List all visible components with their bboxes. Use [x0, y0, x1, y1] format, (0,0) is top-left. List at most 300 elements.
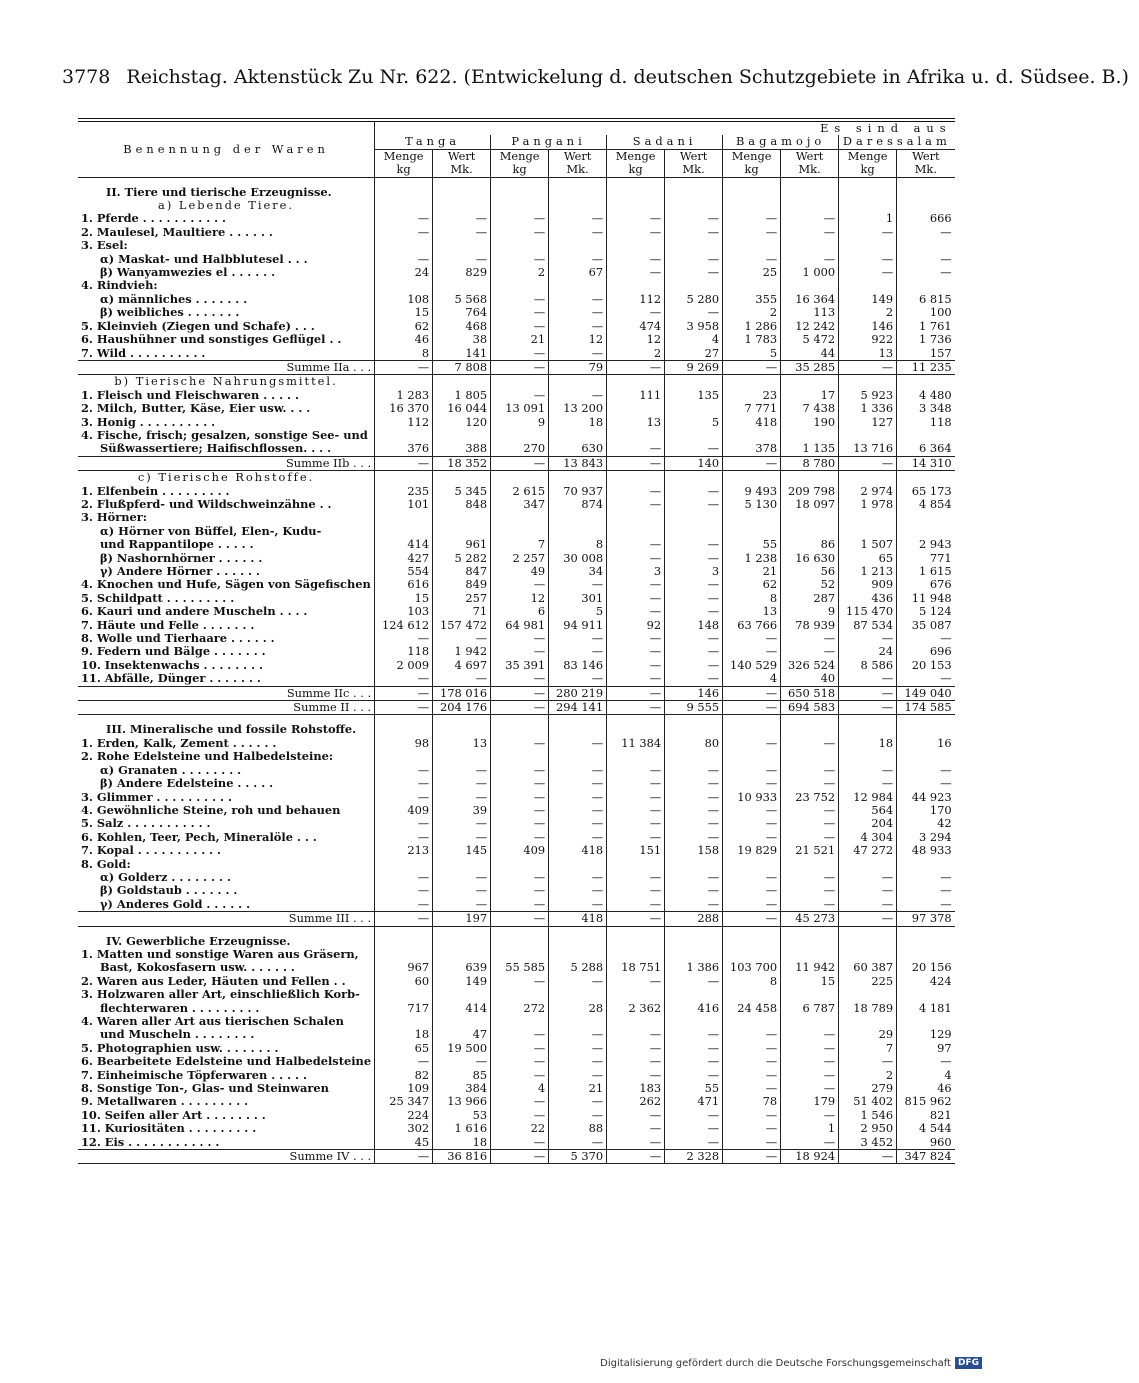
cell: 257 [433, 592, 491, 605]
cell: — [897, 777, 955, 790]
cell [839, 239, 897, 252]
cell: — [665, 498, 723, 511]
cell [433, 948, 491, 961]
cell: — [723, 226, 781, 239]
row-label: 2. Waren aus Leder, Häuten und Fellen . . [81, 973, 346, 988]
cell: — [839, 672, 897, 686]
row-label: 9. Federn und Bälge . . . . . . . [81, 644, 266, 659]
cell: — [665, 817, 723, 830]
cell: 129 [897, 1028, 955, 1041]
table-row [78, 293, 955, 306]
cell: 388 [433, 442, 491, 456]
cell: — [781, 1055, 839, 1068]
row-label: Summe IIb . . . [78, 456, 375, 470]
cell: — [549, 578, 607, 591]
cell: 51 402 [839, 1095, 897, 1108]
cell: 146 [839, 320, 897, 333]
cell: — [549, 389, 607, 402]
cell [491, 177, 549, 199]
cell: — [723, 884, 781, 897]
row-label: 5. Photographien usw. . . . . . . . [81, 1040, 279, 1055]
cell: 97 [897, 1042, 955, 1055]
page-header [62, 66, 1129, 88]
cell: — [839, 360, 897, 374]
table-row [78, 884, 955, 897]
cell: 7 438 [781, 402, 839, 415]
cell: — [491, 817, 549, 830]
cell [897, 471, 955, 485]
cell: 18 [839, 737, 897, 750]
table-row [78, 1055, 955, 1068]
cell: 424 [897, 975, 955, 988]
cell: 103 [375, 605, 433, 618]
cell: — [433, 764, 491, 777]
row-label: 8. Gold: [81, 856, 131, 871]
cell: 17 [781, 389, 839, 402]
cell: — [839, 226, 897, 239]
cell: 12 [549, 333, 607, 346]
table-row [78, 1122, 955, 1135]
cell: — [549, 226, 607, 239]
wert-header: Wert [433, 149, 491, 163]
cell [433, 429, 491, 442]
cell [433, 471, 491, 485]
cell: — [549, 898, 607, 912]
cell: 21 521 [781, 844, 839, 857]
cell [781, 858, 839, 871]
cell: 13 200 [549, 402, 607, 415]
cell: — [549, 831, 607, 844]
cell [549, 511, 607, 524]
cell: 85 [433, 1069, 491, 1082]
cell: 849 [433, 578, 491, 591]
cell: — [897, 764, 955, 777]
table-header [78, 120, 955, 177]
cell: 21 [723, 565, 781, 578]
table-row [78, 645, 955, 658]
cell: 22 [491, 1122, 549, 1135]
cell: 103 700 [723, 961, 781, 974]
cell: 71 [433, 605, 491, 618]
cell [607, 471, 665, 485]
cell: 35 391 [491, 659, 549, 672]
cell: 1 [781, 1122, 839, 1135]
cell [375, 279, 433, 292]
cell: — [607, 645, 665, 658]
subsection-row [78, 199, 955, 212]
cell: 108 [375, 293, 433, 306]
cell: 1 615 [897, 565, 955, 578]
cell: 2 [491, 266, 549, 279]
cell [781, 471, 839, 485]
cell: 157 [897, 347, 955, 361]
cell [839, 750, 897, 763]
cell: 24 [839, 645, 897, 658]
cell: — [375, 212, 433, 225]
row-label: 9. Metallwaren . . . . . . . . . [81, 1094, 249, 1109]
cell: 29 [839, 1028, 897, 1041]
row-label: α) Maskat- und Halbblutesel . . . [100, 251, 308, 266]
cell: 696 [897, 645, 955, 658]
cell: — [607, 701, 665, 715]
cell: 18 789 [839, 1002, 897, 1015]
cell: — [665, 1028, 723, 1041]
cell: — [781, 764, 839, 777]
cell: — [723, 686, 781, 700]
cell [897, 279, 955, 292]
cell: 1 507 [839, 538, 897, 551]
cell: 146 [665, 686, 723, 700]
cell: 49 [491, 565, 549, 578]
cell [781, 279, 839, 292]
cell: 21 [491, 333, 549, 346]
cell: 821 [897, 1109, 955, 1122]
cell: — [665, 791, 723, 804]
cell [491, 199, 549, 212]
cell: 20 153 [897, 659, 955, 672]
row-label: a) Lebende Tiere. [158, 198, 295, 213]
cell: — [723, 804, 781, 817]
cell: 4 [491, 1082, 549, 1095]
cell: 414 [375, 538, 433, 551]
cell [375, 177, 433, 199]
cell: 140 529 [723, 659, 781, 672]
row-label: Summe IIa . . . [78, 360, 375, 374]
cell [491, 239, 549, 252]
cell: — [549, 1109, 607, 1122]
cell: 225 [839, 975, 897, 988]
cell: 12 [607, 333, 665, 346]
cell: 1 286 [723, 320, 781, 333]
cell [375, 199, 433, 212]
cell [665, 199, 723, 212]
cell [723, 988, 781, 1001]
cell: 1 978 [839, 498, 897, 511]
cell [897, 858, 955, 871]
cell: 112 [607, 293, 665, 306]
row-label: Süßwassertiere; Haifischflossen. . . . [100, 441, 332, 456]
cell: — [665, 1055, 723, 1068]
cell: — [607, 226, 665, 239]
cell [781, 511, 839, 524]
cell: 13 966 [433, 1095, 491, 1108]
row-label: 10. Seifen aller Art . . . . . . . . [81, 1107, 266, 1122]
cell: 2 974 [839, 485, 897, 498]
cell: — [781, 817, 839, 830]
cell: 70 937 [549, 485, 607, 498]
super-header: Es sind aus [375, 120, 955, 135]
cell: 97 378 [897, 912, 955, 926]
cell: — [839, 686, 897, 700]
wert-header: Wert [897, 149, 955, 163]
cell: — [839, 898, 897, 912]
cell: — [375, 701, 433, 715]
cell [549, 926, 607, 948]
cell: — [375, 672, 433, 686]
row-label: 4. Gewöhnliche Steine, roh und behauen [81, 802, 341, 817]
cell [839, 988, 897, 1001]
cell: 16 630 [781, 552, 839, 565]
cell [549, 858, 607, 871]
row-label: IV. Gewerbliche Erzeugnisse. [106, 933, 291, 948]
cell: 55 [723, 538, 781, 551]
cell: — [375, 871, 433, 884]
cell: 24 [375, 266, 433, 279]
cell: — [491, 1150, 549, 1164]
cell [607, 429, 665, 442]
table-row [78, 1015, 955, 1028]
cell: 6 787 [781, 1002, 839, 1015]
cell [607, 1015, 665, 1028]
cell: — [491, 804, 549, 817]
cell: 88 [549, 1122, 607, 1135]
table-row [78, 1002, 955, 1015]
cell: 183 [607, 1082, 665, 1095]
cell: — [491, 672, 549, 686]
cell: — [665, 442, 723, 456]
cell: 67 [549, 266, 607, 279]
cell: — [665, 672, 723, 686]
cell: — [607, 306, 665, 319]
cell: 829 [433, 266, 491, 279]
cell: — [491, 226, 549, 239]
cell: — [723, 912, 781, 926]
cell [491, 750, 549, 763]
cell: — [781, 1069, 839, 1082]
cell: — [781, 898, 839, 912]
cell: 639 [433, 961, 491, 974]
cell: — [897, 632, 955, 645]
cell [607, 525, 665, 538]
cell: — [723, 645, 781, 658]
cell: — [665, 538, 723, 551]
cell [607, 926, 665, 948]
cell: 204 [839, 817, 897, 830]
cell [665, 429, 723, 442]
cell: — [491, 320, 549, 333]
cell [607, 948, 665, 961]
cell [491, 429, 549, 442]
table-row [78, 791, 955, 804]
cell: 48 933 [897, 844, 955, 857]
cell [549, 1015, 607, 1028]
cell [781, 750, 839, 763]
cell [897, 1015, 955, 1028]
table-row [78, 1082, 955, 1095]
cell: 11 384 [607, 737, 665, 750]
cell: 224 [375, 1109, 433, 1122]
table-row [78, 320, 955, 333]
cell: 149 [839, 293, 897, 306]
cell: — [491, 975, 549, 988]
cell [549, 525, 607, 538]
cell [897, 715, 955, 737]
cell: — [839, 777, 897, 790]
cell: — [723, 1122, 781, 1135]
wert-unit: Mk. [549, 163, 607, 177]
cell: 16 364 [781, 293, 839, 306]
table-row [78, 552, 955, 565]
cell [491, 988, 549, 1001]
cell [723, 926, 781, 948]
cell [375, 239, 433, 252]
cell: 5 923 [839, 389, 897, 402]
wert-header: Wert [781, 149, 839, 163]
cell: 65 173 [897, 485, 955, 498]
cell [433, 199, 491, 212]
row-label: und Rappantilope . . . . . [100, 537, 254, 552]
cell: 409 [375, 804, 433, 817]
cell [433, 375, 491, 389]
cell: 418 [549, 912, 607, 926]
cell: — [723, 1042, 781, 1055]
table-row [78, 619, 955, 632]
dfg-logo: DFG [955, 1357, 982, 1369]
cell: — [491, 912, 549, 926]
cell: 815 962 [897, 1095, 955, 1108]
table-row [78, 871, 955, 884]
cell: 16 [897, 737, 955, 750]
cell: — [607, 266, 665, 279]
cell: 38 [433, 333, 491, 346]
table-row [78, 632, 955, 645]
row-label: 3. Hörner: [81, 510, 147, 525]
row-label: 11. Abfälle, Dünger . . . . . . . [81, 671, 261, 686]
cell: — [781, 737, 839, 750]
cell: — [839, 701, 897, 715]
table-row [78, 672, 955, 686]
cell: 1 546 [839, 1109, 897, 1122]
cell [607, 858, 665, 871]
cell: 2 362 [607, 1002, 665, 1015]
cell: — [723, 253, 781, 266]
cell [433, 525, 491, 538]
cell: — [375, 1055, 433, 1068]
cell: 30 008 [549, 552, 607, 565]
cell: — [665, 485, 723, 498]
cell [433, 239, 491, 252]
cell [781, 429, 839, 442]
cell: — [375, 456, 433, 470]
cell: — [781, 1136, 839, 1150]
cell [665, 988, 723, 1001]
menge-unit: kg [375, 163, 433, 177]
cell: 3 [607, 565, 665, 578]
cell: — [375, 226, 433, 239]
cell: 9 269 [665, 360, 723, 374]
cell [665, 375, 723, 389]
cell: 8 586 [839, 659, 897, 672]
cell: 961 [433, 538, 491, 551]
cell: — [665, 552, 723, 565]
cell [607, 375, 665, 389]
cell: 2 950 [839, 1122, 897, 1135]
port-header: Bagamojo [723, 135, 839, 149]
cell: 376 [375, 442, 433, 456]
cell [607, 199, 665, 212]
cell: — [549, 672, 607, 686]
cell: 170 [897, 804, 955, 817]
sum-row [78, 701, 955, 715]
cell: 272 [491, 1002, 549, 1015]
cell [723, 948, 781, 961]
row-label: 6. Kohlen, Teer, Pech, Mineralöle . . . [81, 829, 317, 844]
table-row [78, 266, 955, 279]
sum-row [78, 912, 955, 926]
table-row [78, 1109, 955, 1122]
cell: — [607, 605, 665, 618]
cell: — [607, 871, 665, 884]
cell: 262 [607, 1095, 665, 1108]
cell [897, 926, 955, 948]
cell: — [491, 737, 549, 750]
cell: 4 480 [897, 389, 955, 402]
cell [607, 511, 665, 524]
cell [665, 511, 723, 524]
row-label: γ) Anderes Gold . . . . . . [100, 896, 251, 911]
cell: 5 370 [549, 1150, 607, 1164]
cell: 2 009 [375, 659, 433, 672]
cell: — [607, 884, 665, 897]
row-label: b) Tierische Nahrungsmittel. [114, 374, 338, 389]
row-label: 1. Erden, Kalk, Zement . . . . . . [81, 735, 277, 750]
cell: — [607, 498, 665, 511]
cell: — [665, 632, 723, 645]
cell: 118 [897, 416, 955, 429]
cell: 115 470 [839, 605, 897, 618]
cell: 347 824 [897, 1150, 955, 1164]
row-label: Bast, Kokosfasern usw. . . . . . . [100, 960, 295, 975]
menge-header: Menge [839, 149, 897, 163]
cell: — [491, 253, 549, 266]
cell: — [549, 791, 607, 804]
cell: — [433, 831, 491, 844]
cell: — [375, 632, 433, 645]
sum-row [78, 360, 955, 374]
cell: 101 [375, 498, 433, 511]
cell: 4 544 [897, 1122, 955, 1135]
cell [491, 279, 549, 292]
cell: 8 [723, 975, 781, 988]
cell [723, 511, 781, 524]
table-row [78, 578, 955, 591]
cell: — [723, 212, 781, 225]
cell: — [491, 456, 549, 470]
table-row [78, 988, 955, 1001]
cell: 12 [491, 592, 549, 605]
row-label: 7. Wild . . . . . . . . . . [81, 345, 206, 360]
cell: 135 [665, 389, 723, 402]
cell: — [665, 764, 723, 777]
cell [549, 471, 607, 485]
cell: 1 000 [781, 266, 839, 279]
row-label: 2. Maulesel, Maultiere . . . . . . [81, 224, 273, 239]
cell [375, 988, 433, 1001]
cell: — [665, 884, 723, 897]
row-label: III. Mineralische und fossile Rohstoffe. [106, 722, 357, 737]
cell: 418 [549, 844, 607, 857]
cell [781, 177, 839, 199]
cell: — [665, 831, 723, 844]
table-row [78, 498, 955, 511]
cell [607, 279, 665, 292]
menge-unit: kg [839, 163, 897, 177]
cell: — [723, 1136, 781, 1150]
cell: — [375, 686, 433, 700]
table-row [78, 605, 955, 618]
cell: 378 [723, 442, 781, 456]
cell [897, 375, 955, 389]
